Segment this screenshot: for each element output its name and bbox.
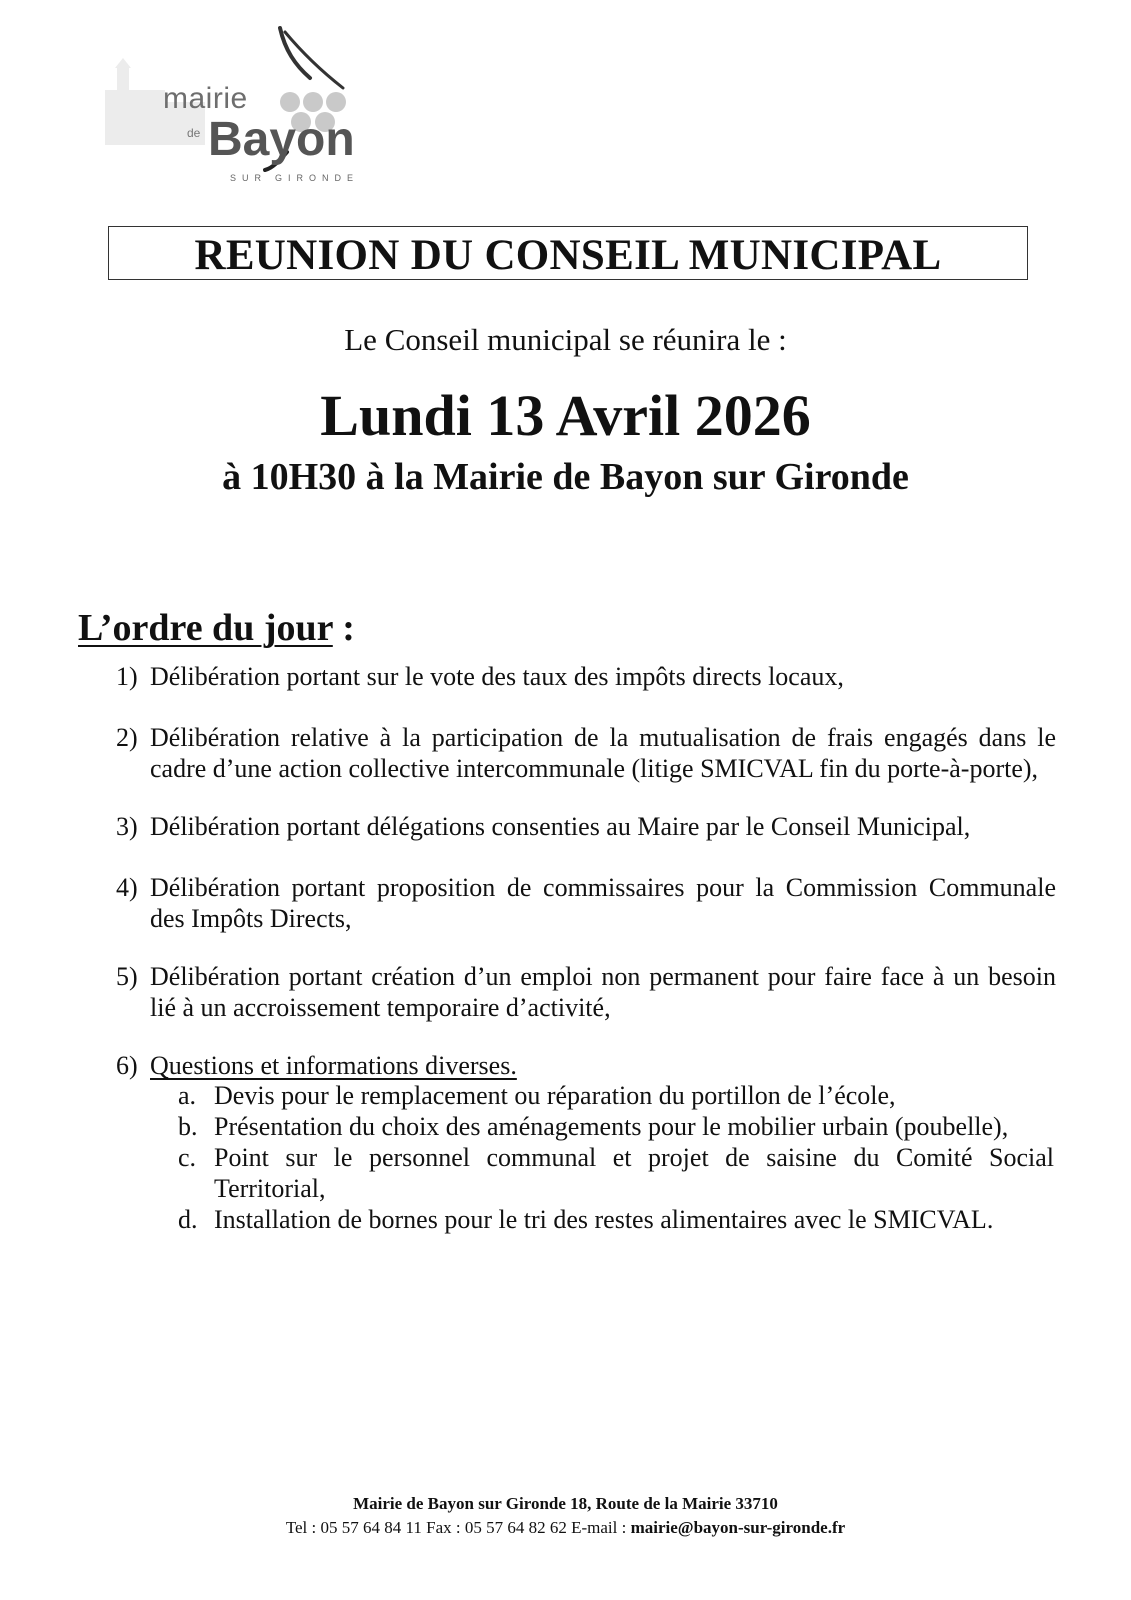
meeting-date: Lundi 13 Avril 2026 <box>320 383 811 448</box>
intro-text: Le Conseil municipal se réunira le : <box>344 322 787 357</box>
footer-email: mairie@bayon-sur-gironde.fr <box>630 1518 846 1537</box>
agenda-item-text: Délibération portant création d’un emploi non permanent pour faire face à un besoin lié à un accroissement temporaire d’activité, <box>150 962 1056 1022</box>
agenda-subitem <box>178 1142 1054 1204</box>
meeting-place: à 10H30 à la Mairie de Bayon sur Gironde <box>222 456 909 498</box>
agenda-heading-label: L’ordre du jour <box>78 607 333 649</box>
logo-de-text: de <box>187 126 201 140</box>
agenda-item-number: 6) <box>116 1051 138 1080</box>
agenda-subitem-letter: a. <box>178 1081 197 1110</box>
agenda-item-number: 4) <box>116 873 138 902</box>
agenda-item-text: Délibération portant sur le vote des taux des impôts directs locaux, <box>150 662 844 691</box>
footer-address: Mairie de Bayon sur Gironde 18, Route de la Mairie 33710 <box>353 1494 778 1513</box>
logo-bayon-text: Bayon <box>208 113 355 166</box>
agenda-subitem-letter: b. <box>178 1112 198 1141</box>
logo-sur-text: SUR <box>230 173 268 183</box>
agenda-item <box>116 1050 1056 1081</box>
agenda-item <box>116 811 1056 842</box>
footer-contact <box>0 1518 1131 1538</box>
agenda-item-text: Délibération portant proposition de commissaires pour la Commission Communale des Impôts Directs, <box>150 873 1056 933</box>
agenda-item-number: 3) <box>116 812 138 841</box>
agenda-item <box>116 872 1056 934</box>
agenda-subitem <box>178 1204 1054 1235</box>
agenda-item-number: 2) <box>116 723 138 752</box>
footer-contact-numbers: Tel : 05 57 64 84 11 Fax : 05 57 64 82 62 E-mail : <box>285 1518 631 1537</box>
agenda-subitem-letter: d. <box>178 1205 198 1234</box>
agenda-item-number: 5) <box>116 962 138 991</box>
agenda-subitem-text: Installation de bornes pour le tri des restes alimentaires avec le SMICVAL. <box>214 1205 994 1234</box>
mairie-logo <box>95 20 375 183</box>
agenda-item <box>116 961 1056 1023</box>
agenda-subitem-letter: c. <box>178 1143 197 1172</box>
agenda-subitem <box>178 1080 1054 1111</box>
page-title: REUNION DU CONSEIL MUNICIPAL <box>194 232 942 279</box>
agenda-item <box>116 722 1056 784</box>
agenda-subitem-text: Présentation du choix des aménagements pour le mobilier urbain (poubelle), <box>214 1112 1009 1141</box>
agenda-item-number: 1) <box>116 662 138 691</box>
agenda-item-text: Délibération portant délégations consenties au Maire par le Conseil Municipal, <box>150 812 971 841</box>
logo-mairie-text: mairie <box>163 82 248 115</box>
agenda-subitem <box>178 1111 1054 1142</box>
agenda-heading-colon: : <box>332 607 355 649</box>
logo-gironde-text: GIRONDE <box>275 173 360 183</box>
agenda-item-text: Questions et informations diverses. <box>150 1051 517 1080</box>
agenda-item-text: Délibération relative à la participation de la mutualisation de frais engagés dans le cadre d’une action collective intercommunale (litige SMICVAL fin du porte-à-porte), <box>150 723 1056 783</box>
agenda-item <box>116 661 1056 692</box>
title-box <box>108 226 1028 280</box>
agenda-heading <box>78 606 355 650</box>
agenda-subitem-text: Devis pour le remplacement ou réparation du portillon de l’école, <box>214 1081 896 1110</box>
agenda-subitem-text: Point sur le personnel communal et projet de saisine du Comité Social Territorial, <box>214 1143 1054 1203</box>
